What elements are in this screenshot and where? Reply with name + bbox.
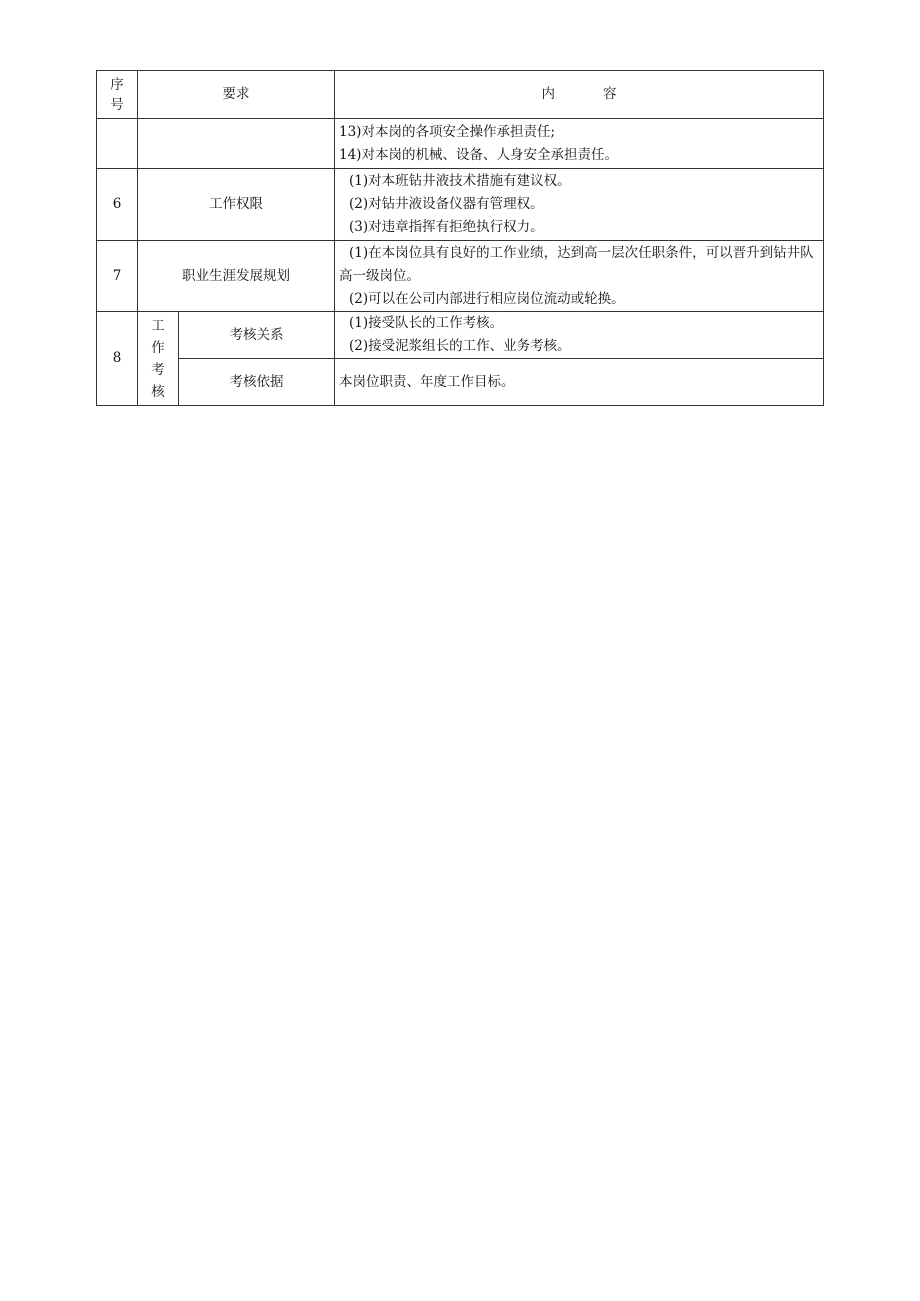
continued-content-cell <box>335 119 824 169</box>
row6-line-3: (3)对违章指挥有拒绝执行权力。 <box>349 219 544 235</box>
row6-line-1: (1)对本班钻井液技术措施有建议权。 <box>349 173 571 189</box>
table-row-continued <box>97 119 824 169</box>
table-row-7 <box>97 241 824 312</box>
header-seq-cell <box>97 71 138 119</box>
row8-sub1-line-1: (1)接受队长的工作考核。 <box>349 315 504 331</box>
row8-group-cell <box>138 312 179 406</box>
row8-group-char-4: 核 <box>151 383 165 400</box>
row8-group-char-1: 工 <box>151 317 165 334</box>
header-content-cell <box>335 71 824 119</box>
row7-requirement: 职业生涯发展规划 <box>138 241 335 312</box>
row6-requirement: 工作权限 <box>138 169 335 241</box>
duty-table-page <box>96 70 823 406</box>
row8-sub1-label: 考核关系 <box>179 312 335 359</box>
row8-sub1-content-cell <box>335 312 824 359</box>
header-content-char-1: 内 <box>541 86 555 102</box>
table-row-6 <box>97 169 824 241</box>
continued-requirement-cell <box>138 119 335 169</box>
row6-seq: 6 <box>97 169 138 241</box>
row8-sub2-content: 本岗位职责、年度工作目标。 <box>335 359 824 406</box>
table-header-row <box>97 71 824 119</box>
row7-line-2: (2)可以在公司内部进行相应岗位流动或轮换。 <box>349 290 625 307</box>
row6-line-2: (2)对钻井液设备仪器有管理权。 <box>349 196 544 212</box>
row6-content-cell <box>335 169 824 241</box>
header-content-char-2: 容 <box>603 86 617 102</box>
row8-sub1-line-2: (2)接受泥浆组长的工作、业务考核。 <box>349 338 571 354</box>
header-requirement-cell <box>138 71 335 119</box>
header-seq-char-2: 号 <box>110 96 124 113</box>
table-row-8-assessment-relation <box>97 312 824 359</box>
row7-seq: 7 <box>97 241 138 312</box>
header-requirement: 要求 <box>222 86 250 102</box>
continued-line-14: 14)对本岗的机械、设备、人身安全承担责任。 <box>339 146 618 163</box>
row7-content-cell <box>335 241 824 312</box>
job-description-table <box>96 70 824 406</box>
continued-seq-cell <box>97 119 138 169</box>
row8-seq: 8 <box>97 312 138 406</box>
row8-sub2-label: 考核依据 <box>179 359 335 406</box>
header-seq-char-1: 序 <box>110 76 124 93</box>
table-row-8-assessment-basis <box>97 359 824 406</box>
row8-group-char-3: 考 <box>151 361 165 378</box>
row7-line-1: (1)在本岗位具有良好的工作业绩，达到高一层次任职条件，可以晋升到钻井队高一级岗位。 <box>339 244 814 284</box>
row8-group-char-2: 作 <box>151 339 165 356</box>
continued-line-13: 13)对本岗的各项安全操作承担责任; <box>339 123 555 140</box>
